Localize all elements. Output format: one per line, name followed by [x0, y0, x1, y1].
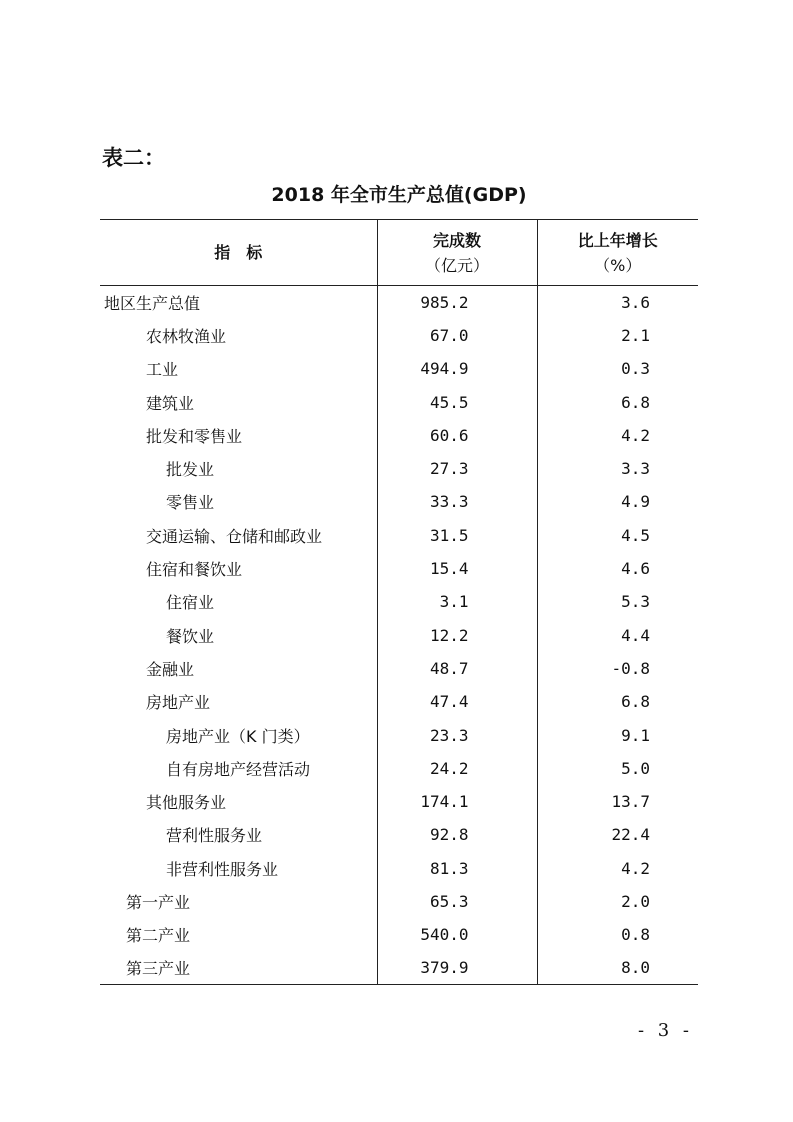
- row-value: 494.9: [377, 352, 537, 385]
- row-growth: 8.0: [537, 951, 698, 984]
- row-value: 24.2: [377, 752, 537, 785]
- row-value: 12.2: [377, 618, 537, 651]
- row-growth: 4.6: [621, 559, 650, 579]
- header-value: [377, 220, 537, 286]
- table-row: [100, 652, 698, 685]
- row-name: 住宿业: [100, 585, 377, 618]
- row-value: 174.1: [377, 785, 537, 818]
- row-name: 零售业: [100, 485, 377, 518]
- row-growth: 2.0: [621, 891, 650, 911]
- row-growth: 4.5: [621, 525, 650, 545]
- table-row: [100, 385, 698, 418]
- row-name: 建筑业: [100, 385, 377, 418]
- table-row: [100, 419, 698, 452]
- row-name: 交通运输、仓储和邮政业: [100, 519, 377, 552]
- table-row: [100, 918, 698, 951]
- header-indicator: 指 标: [100, 220, 377, 286]
- row-growth: 4.2: [621, 858, 650, 878]
- table-row: [100, 552, 698, 585]
- row-growth: 0.8: [621, 925, 650, 945]
- row-name: 地区生产总值: [100, 286, 377, 319]
- table-row: [100, 818, 698, 851]
- table-row: [100, 585, 698, 618]
- row-name: 工业: [100, 352, 377, 385]
- row-growth: 2.1: [621, 325, 650, 345]
- table-row: [100, 485, 698, 518]
- row-name: 其他服务业: [100, 785, 377, 818]
- row-value: 379.9: [377, 951, 537, 984]
- row-value: 65.3: [377, 885, 537, 918]
- table-row: [100, 785, 698, 818]
- table-row: [100, 618, 698, 651]
- row-value: 60.6: [377, 419, 537, 452]
- table-title: 2018 年全市生产总值(GDP): [271, 184, 527, 206]
- row-name: 批发和零售业: [100, 419, 377, 452]
- page-number: - 3 -: [637, 1020, 693, 1041]
- row-value: 31.5: [377, 519, 537, 552]
- table-row: [100, 352, 698, 385]
- table-row: [100, 951, 698, 984]
- row-growth: 4.9: [621, 492, 650, 512]
- row-growth: 6.8: [621, 692, 650, 712]
- row-name: 营利性服务业: [100, 818, 377, 851]
- row-name: 金融业: [100, 652, 377, 685]
- row-growth: 9.1: [621, 725, 650, 745]
- table-row: [100, 752, 698, 785]
- row-name: 房地产业: [100, 685, 377, 718]
- table-caption: 表二：: [102, 146, 165, 170]
- table-row: [100, 452, 698, 485]
- row-growth: 13.7: [611, 792, 650, 812]
- table-row: [100, 519, 698, 552]
- row-name: 餐饮业: [100, 618, 377, 651]
- row-value: 47.4: [377, 685, 537, 718]
- header-value-unit: （亿元）: [424, 255, 489, 275]
- row-value: 15.4: [377, 552, 537, 585]
- table-row: [100, 286, 698, 319]
- row-value: 92.8: [377, 818, 537, 851]
- header-growth-label: 比上年增长: [577, 230, 658, 250]
- row-value: 3.1: [377, 585, 537, 618]
- row-name: 自有房地产经营活动: [100, 752, 377, 785]
- row-growth: 3.6: [621, 292, 650, 312]
- row-name: 住宿和餐饮业: [100, 552, 377, 585]
- header-growth: [537, 220, 698, 286]
- table-row: [100, 685, 698, 718]
- row-growth: 4.2: [621, 425, 650, 445]
- row-growth: 5.0: [621, 758, 650, 778]
- row-value: 48.7: [377, 652, 537, 685]
- row-value: 27.3: [377, 452, 537, 485]
- table-row: [100, 319, 698, 352]
- row-name: 非营利性服务业: [100, 852, 377, 885]
- row-growth: 3.3: [621, 459, 650, 479]
- row-name: 第一产业: [100, 885, 377, 918]
- row-growth: 5.3: [621, 592, 650, 612]
- row-growth: 0.3: [621, 359, 650, 379]
- table-row: [100, 885, 698, 918]
- row-value: 540.0: [377, 918, 537, 951]
- table-header-row: [100, 220, 698, 286]
- row-value: 67.0: [377, 319, 537, 352]
- row-name: 第二产业: [100, 918, 377, 951]
- row-value: 81.3: [377, 852, 537, 885]
- table-row: [100, 718, 698, 751]
- row-value: 985.2: [377, 286, 537, 319]
- row-name: 农林牧渔业: [100, 319, 377, 352]
- row-growth: -0.8: [611, 658, 650, 678]
- row-value: 33.3: [377, 485, 537, 518]
- header-value-label: 完成数: [432, 230, 481, 250]
- row-growth: 4.4: [621, 625, 650, 645]
- row-name: 房地产业（K 门类）: [100, 718, 377, 751]
- row-name: 第三产业: [100, 951, 377, 984]
- row-value: 45.5: [377, 385, 537, 418]
- row-name: 批发业: [100, 452, 377, 485]
- row-growth: 22.4: [611, 825, 650, 845]
- header-growth-unit: （%）: [594, 255, 642, 275]
- row-growth: 6.8: [621, 392, 650, 412]
- row-value: 23.3: [377, 718, 537, 751]
- table-row: [100, 852, 698, 885]
- gdp-table: [100, 219, 698, 985]
